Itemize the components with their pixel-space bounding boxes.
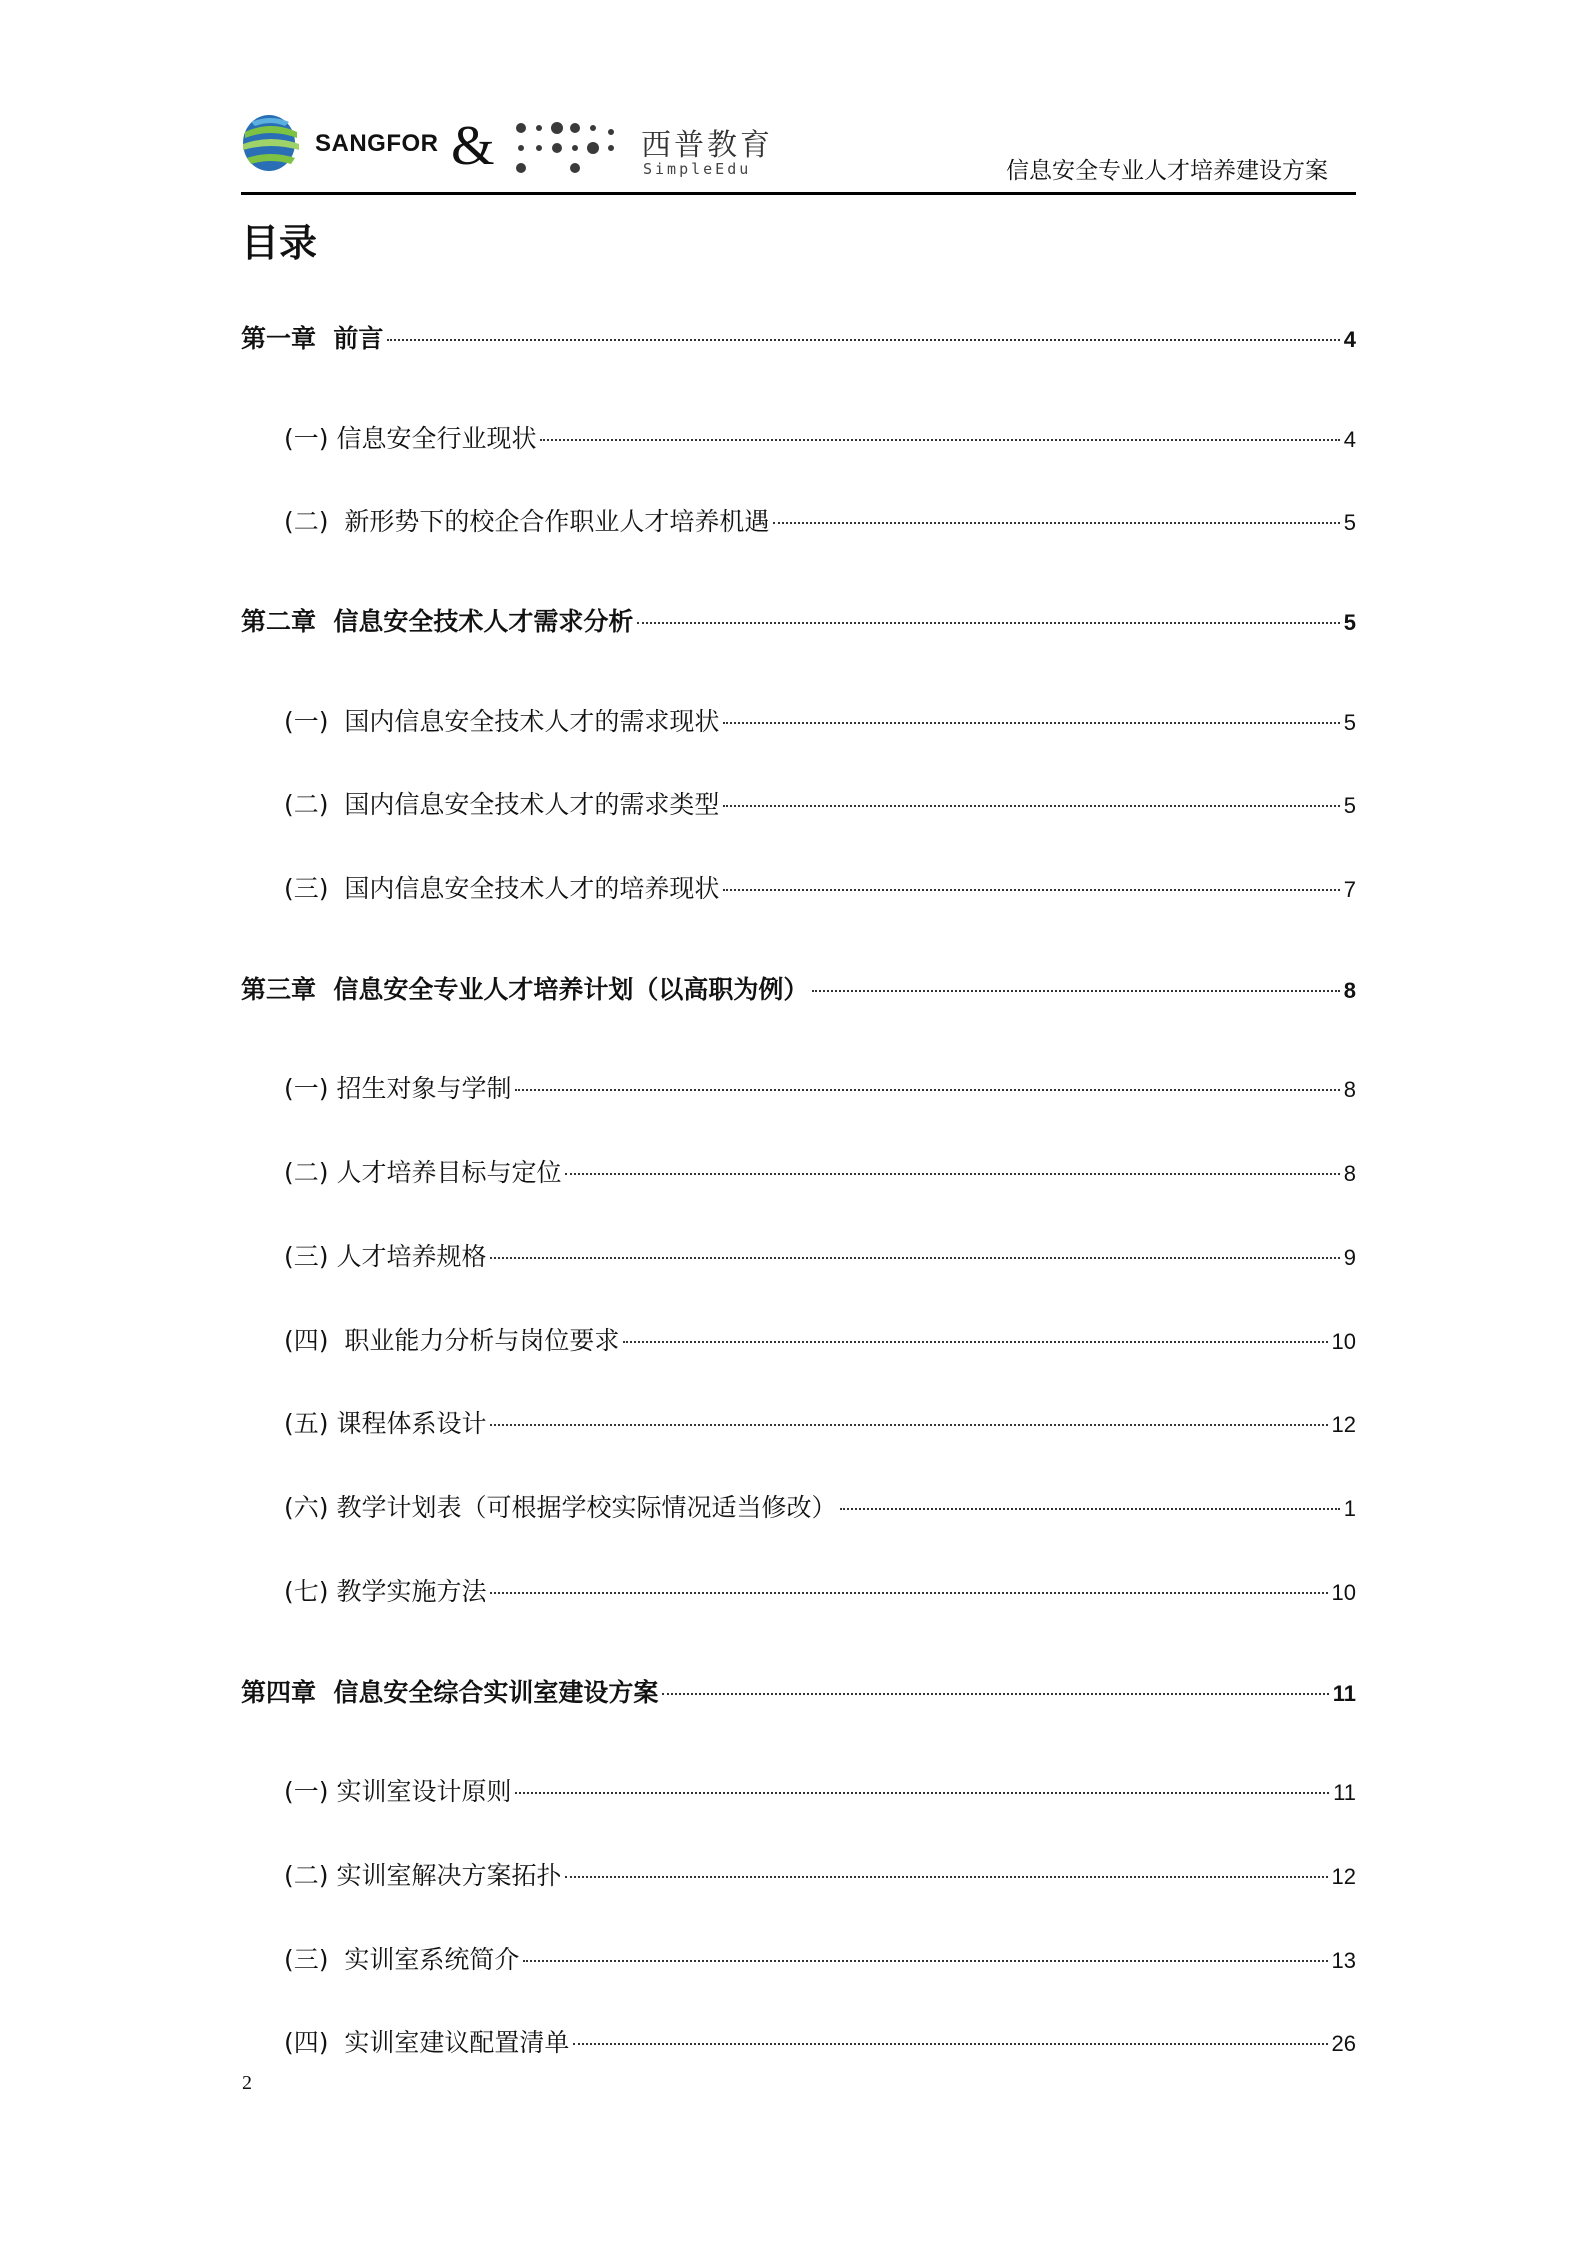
toc-entry-label: (四) 职业能力分析与岗位要求: [284, 1326, 620, 1355]
toc-section-entry[interactable]: [284, 1324, 1356, 1359]
toc-section-entry[interactable]: [284, 422, 1356, 457]
toc-entry-page: 5: [1343, 793, 1356, 818]
dot-leader: [490, 1257, 1339, 1259]
toc-chapter-entry[interactable]: [241, 1676, 1356, 1711]
toc-section-entry[interactable]: [284, 1156, 1356, 1191]
dot-leader: [565, 1173, 1339, 1175]
toc-entry-page: 8: [1343, 978, 1356, 1003]
document-title: 信息安全专业人才培养建设方案: [1006, 158, 1328, 184]
sangfor-logo-text: SANGFOR: [315, 130, 439, 157]
toc-entry-label: (一) 实训室设计原则: [284, 1777, 512, 1806]
dot-leader: [723, 805, 1339, 807]
toc-entry-label: (二) 实训室解决方案拓扑: [284, 1861, 562, 1890]
toc-entry-label: (五) 课程体系设计: [284, 1409, 487, 1438]
dot-leader: [573, 2043, 1327, 2045]
toc-entry-page: 4: [1343, 427, 1356, 452]
toc-chapter-entry[interactable]: [241, 605, 1356, 640]
dot-leader: [523, 1960, 1327, 1962]
dot-leader: [662, 1693, 1328, 1695]
dot-leader: [840, 1508, 1339, 1510]
toc-entry-label: (六) 教学计划表（可根据学校实际情况适当修改）: [284, 1493, 837, 1522]
toc-entry-label: (七) 教学实施方法: [284, 1577, 487, 1606]
dot-leader: [723, 889, 1339, 891]
sangfor-logo-icon: [241, 114, 301, 172]
toc-heading: 目录: [241, 221, 318, 265]
ampersand: &: [451, 115, 495, 177]
partner-name-en: SimpleEdu: [643, 160, 752, 178]
dot-leader: [723, 722, 1339, 724]
toc-entry-page: 7: [1343, 877, 1356, 902]
dot-leader: [515, 1792, 1329, 1794]
toc-section-entry[interactable]: [284, 1859, 1356, 1894]
dot-leader: [812, 990, 1339, 992]
toc-entry-page: 5: [1343, 510, 1356, 535]
dot-leader: [773, 522, 1339, 524]
toc-entry-page: 8: [1343, 1077, 1356, 1102]
toc-entry-label: (三) 人才培养规格: [284, 1242, 487, 1271]
toc-section-entry[interactable]: [284, 505, 1356, 540]
toc-entry-label: 第二章 信息安全技术人才需求分析: [241, 607, 634, 636]
toc-entry-page: 9: [1343, 1245, 1356, 1270]
toc-chapter-entry[interactable]: [241, 973, 1356, 1008]
toc-entry-page: 12: [1331, 1864, 1356, 1889]
toc-entry-page: 11: [1332, 1681, 1356, 1706]
toc-entry-page: 12: [1331, 1412, 1356, 1437]
dot-leader: [637, 622, 1339, 624]
toc-section-entry[interactable]: [284, 1943, 1356, 1978]
page-number: 2: [242, 2072, 252, 2094]
toc-section-entry[interactable]: [284, 872, 1356, 907]
toc-section-entry[interactable]: [284, 2026, 1356, 2061]
dot-leader: [515, 1089, 1339, 1091]
toc-section-entry[interactable]: [284, 788, 1356, 823]
toc-section-entry[interactable]: [284, 1407, 1356, 1442]
toc-entry-page: 4: [1343, 327, 1356, 352]
toc-entry-page: 13: [1331, 1948, 1356, 1973]
toc-entry-label: 第四章 信息安全综合实训室建设方案: [241, 1678, 659, 1707]
toc-entry-page: 26: [1331, 2031, 1356, 2056]
toc-entry-label: (四) 实训室建议配置清单: [284, 2028, 570, 2057]
dot-leader: [387, 339, 1339, 341]
toc-entry-page: 10: [1331, 1329, 1356, 1354]
toc-entry-label: (一) 信息安全行业现状: [284, 424, 537, 453]
dot-leader: [490, 1592, 1327, 1594]
toc-entry-label: (二) 国内信息安全技术人才的需求类型: [284, 790, 720, 819]
dot-leader: [490, 1424, 1327, 1426]
toc-section-entry[interactable]: [284, 1072, 1356, 1107]
toc-entry-label: 第一章 前言: [241, 324, 384, 353]
toc-section-entry[interactable]: [284, 1240, 1356, 1275]
toc-entry-label: 第三章 信息安全专业人才培养计划（以高职为例）: [241, 975, 809, 1004]
toc-entry-label: (一) 招生对象与学制: [284, 1074, 512, 1103]
toc-entry-page: 5: [1343, 710, 1356, 735]
toc-section-entry[interactable]: [284, 1775, 1356, 1810]
toc-entry-page: 1: [1343, 1496, 1356, 1521]
partner-name-cn: 西普教育: [641, 128, 773, 163]
toc-entry-page: 11: [1333, 1780, 1356, 1805]
toc-entry-page: 5: [1343, 610, 1356, 635]
toc-section-entry[interactable]: [284, 1491, 1356, 1526]
toc-entry-page: 8: [1343, 1161, 1356, 1186]
toc-entry-page: 10: [1331, 1580, 1356, 1605]
toc-section-entry[interactable]: [284, 705, 1356, 740]
toc-entry-label: (二) 人才培养目标与定位: [284, 1158, 562, 1187]
dot-leader: [565, 1876, 1327, 1878]
dot-leader: [623, 1341, 1327, 1343]
simpleedu-logo-icon: [513, 120, 633, 180]
toc-entry-label: (一) 国内信息安全技术人才的需求现状: [284, 707, 720, 736]
page-header: [241, 110, 1356, 195]
toc-entry-label: (三) 实训室系统简介: [284, 1945, 520, 1974]
toc-chapter-entry[interactable]: [241, 322, 1356, 357]
toc-entry-label: (二) 新形势下的校企合作职业人才培养机遇: [284, 507, 770, 536]
toc-section-entry[interactable]: [284, 1575, 1356, 1610]
dot-leader: [540, 439, 1339, 441]
toc-entry-label: (三) 国内信息安全技术人才的培养现状: [284, 874, 720, 903]
